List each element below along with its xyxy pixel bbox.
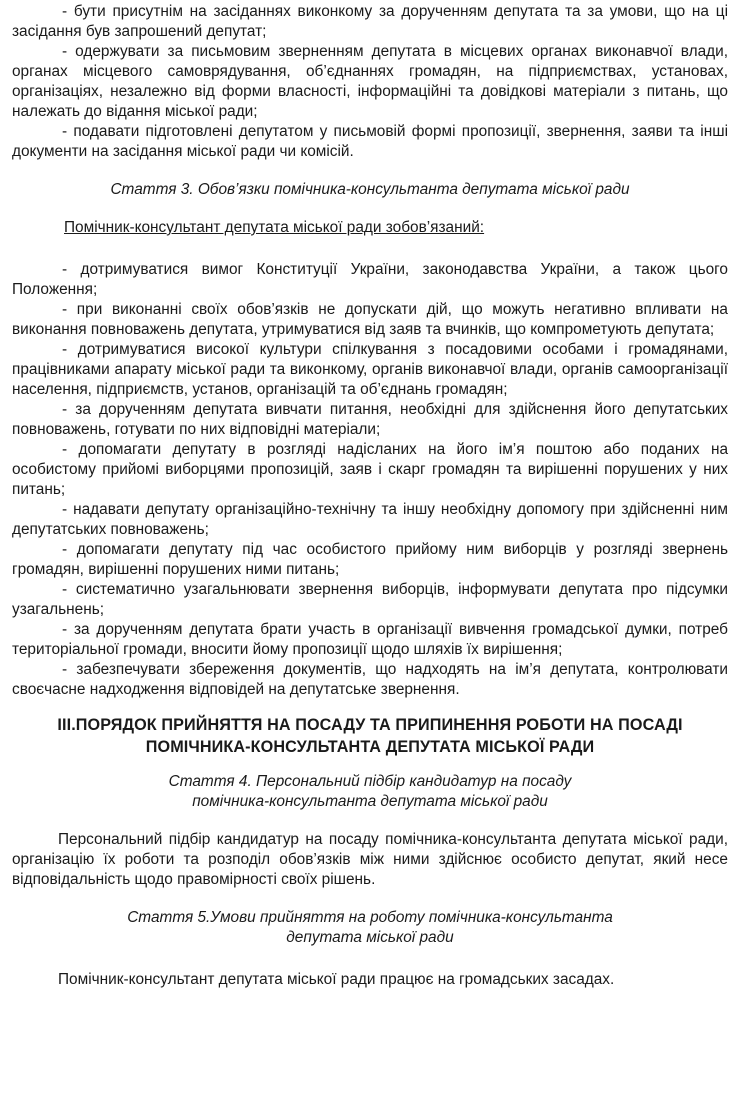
list-item: - дотримуватися вимог Конституції України, законодавства України, а також цього Положення; (12, 261, 728, 298)
list-item: - при виконанні своїх обов’язків не допускати дій, що можуть негативно впливати на виконання повноважень депутата, утримуватися від заяв та вчинків, що компрометують депутата; (12, 301, 728, 338)
section-heading-line: ПОМІЧНИКА-КОНСУЛЬТАНТА ДЕПУТАТА МІСЬКОЇ РАДИ (145, 738, 595, 756)
section-heading-line: III.ПОРЯДОК ПРИЙНЯТТЯ НА ПОСАДУ ТА ПРИПИНЕННЯ РОБОТИ НА ПОСАДІ (57, 716, 683, 734)
article-3-lead: Помічник-консультант депутата міської ради зобов’язаний: (64, 219, 485, 236)
list-item: - одержувати за письмовим зверненням депутата в місцевих органах виконавчої влади, органах місцевого самоврядування, об’єднаннях громадян, на підприємствах, установах, організаціях, незалежно від форми власності, інформаційні та довідкові матеріали з питань, що належать до відання міської ради; (12, 43, 728, 120)
article-3-list (12, 260, 728, 700)
list-item: - за дорученням депутата брати участь в організації вивчення громадської думки, потреб територіальної громади, вносити йому пропозиції щодо шляхів їх вирішення; (12, 621, 728, 658)
article-5-title (12, 908, 728, 948)
article-title-line: депутата міської ради (286, 929, 454, 946)
list-item: - надавати депутату організаційно-технічну та іншу необхідну допомогу при здійсненні ним депутатських повноважень; (12, 501, 728, 538)
section-3-heading (12, 714, 728, 758)
list-item: - допомагати депутату в розгляді надісланих на його ім’я поштою або поданих на особистому прийомі виборцями пропозицій, заяв і скарг громадян та вирішенні порушених у них питань; (12, 441, 728, 498)
list-item: - систематично узагальнювати звернення виборців, інформувати депутата про підсумки узагальнень; (12, 581, 728, 618)
article-5-text: Помічник-консультант депутата міської ради працює на громадських засадах. (58, 971, 615, 988)
article-3-title: Стаття 3. Обов’язки помічника-консультанта депутата міської ради (110, 181, 630, 198)
article-title-line: Стаття 5.Умови прийняття на роботу помічника-консультанта (127, 909, 613, 926)
list-item: - бути присутнім на засіданнях виконкому за дорученням депутата та за умови, що на ці засідання був запрошений депутат; (12, 3, 728, 40)
list-item: - забезпечувати збереження документів, що надходять на ім’я депутата, контролювати своєчасне надходження відповідей на депутатське звернення. (12, 661, 728, 698)
list-item: - подавати підготовлені депутатом у письмовій формі пропозиції, звернення, заяви та інші документи на засідання міської ради чи комісій. (12, 123, 728, 160)
article-4-title (12, 772, 728, 812)
list-item: - допомагати депутату під час особистого прийому ним виборців у розгляді звернень громадян, вирішенні порушених ними питань; (12, 541, 728, 578)
list-item: - дотримуватися високої культури спілкування з посадовими особами і громадянами, працівниками апарату міської ради та виконкому, органів виконавчої влади, органів самоорганізації населення, підприємств, установ, організацій та об’єднань громадян; (12, 341, 728, 398)
article-title-line: помічника-консультанта депутата міської ради (192, 793, 548, 810)
article-4-text: Персональний підбір кандидатур на посаду помічника-консультанта депутата міської ради, організацію їх роботи та розподіл обов’язків між ними здійснює особисто депутат, який несе відповідальність щодо правомірності своїх рішень. (12, 831, 728, 888)
list-item: - за дорученням депутата вивчати питання, необхідні для здійснення його депутатських повноважень, готувати по них відповідні матеріали; (12, 401, 728, 438)
article-title-line: Стаття 4. Персональний підбір кандидатур на посаду (168, 773, 572, 790)
